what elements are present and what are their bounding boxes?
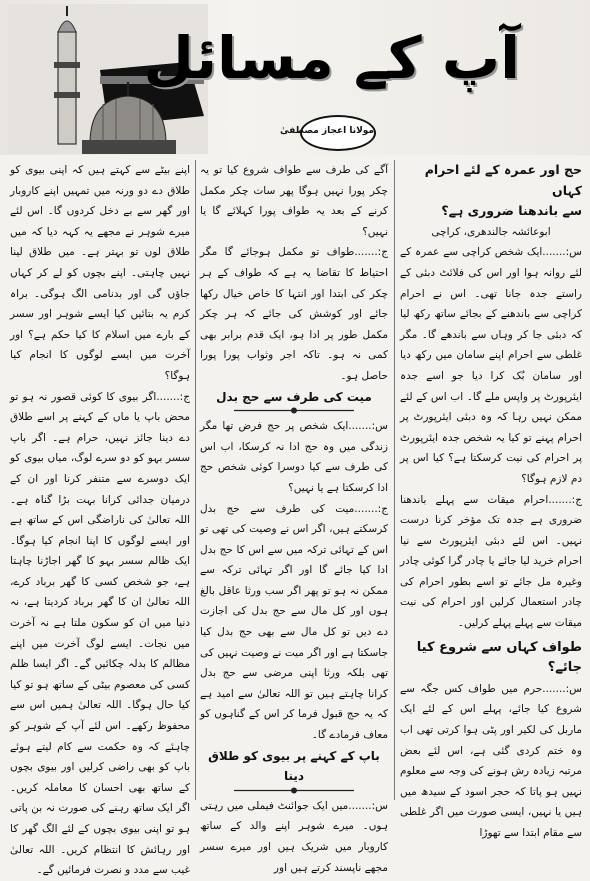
continued-text: اپنے بیٹے سے کہتے ہیں کہ اپنی بیوی کو طلاق دے دو ورنہ میں تمہیں اپنے کاروبار اور گھر سے بے دخل کردوں گا۔ اس لئے میرے شوہر نے مجھے یہ کہہ دیا کہ میں طلاق لوں تو بہتر ہے۔ میں طلاق لینا نہیں چاہتی۔ اپنے بچوں کو لے کر کہاں جاؤں گی اور بدنامی الگ ہوگی۔ براہ کرم یہ بتائیں کیا ایسے شوہر اور سسر کے بارے میں اسلام کا کیا حکم ہے؟ اور آخرت میں ایسے لوگوں کا انجام کیا ہوگا؟ <box>10 164 190 382</box>
question-heading-line2: سے باندھنا ضروری ہے؟ <box>441 203 582 219</box>
sender-name: ابوعائشہ جالندھری، کراچی <box>431 225 551 238</box>
question-text-2: س:.......حرم میں طواف کس جگہ سے شروع کیا جائے، پہلے اس کے لئے ایک ماربل کی لکیر اور پٹی ہوا کرتی تھی اب وہ ختم کردی گئی ہے، اس لئے بعض مرتبہ زیادہ رش ہونے کی وجہ سے معلوم نہیں ہو پاتا کہ حجر اسود کے سیدھ میں ہیں یا نہیں، ایسی صورت میں اگر غلطی سے مقام ابتدا سے تھوڑا <box>400 682 582 839</box>
masthead <box>0 0 590 155</box>
section-heading: طواف کہاں سے شروع کیا جائے؟ <box>416 639 582 676</box>
section-heading: باپ کے کہنے پر بیوی کو طلاق دینا <box>208 748 380 784</box>
question-text: س:.......میں ایک جوائنٹ فیملی میں رہتی ہوں۔ میرے شوہر اپنے والد کے ساتھ کاروبار میں شریک ہیں اور میرے سسر مجھے ناپسند کرتے ہیں اور <box>200 799 388 874</box>
right-column <box>400 160 582 839</box>
column-divider <box>195 160 196 800</box>
answer-text: ج:.......طواف تو مکمل ہوجائے گا مگر احتیاط کا تقاضا یہ ہے کہ طواف کے ہر چکر کی ابتدا اور انتہا کا خاص خیال رکھا جائے اور کوشش کی جائے کہ ہر چکر مکمل طور پر ادا ہو، ایک قدم برابر بھی کمی نہ ہو۔ تاکہ اجر وثواب پورا پورا حاصل ہو۔ <box>200 246 388 382</box>
middle-column <box>200 160 388 874</box>
answer-text: ج:.......احرام میقات سے پہلے باندھنا ضروری ہے جدہ تک مؤخر کرنا درست نہیں۔ اس لئے دبئی ایئرپورٹ سے نیا احرام خرید لیا جائے یا چادر گرا کوئی چادر وغیرہ مل جائے تو اسے بطور احرام کی چادر استعمال کرلیں اور احرام کی نیت میقات سے پہلے پہلے کرلیں۔ <box>400 493 582 630</box>
page-title: آپ کے مسائل <box>143 24 520 92</box>
answer-text: ج:.......اگر بیوی کا کوئی قصور نہ ہو تو محض باپ یا ماں کے کہنے پر اسے طلاق دے دینا جائز نہیں، حرام ہے۔ اگر باپ سسر بہو کو دو سرے لوگ، میاں بیوی کو ایک دوسرے سے متنفر کرنا اور ان کے درمیان جدائی کرانا بہت بڑا گناہ ہے۔ اللہ تعالیٰ کی ناراضگی اس کے ساتھ ہے اور ایسے لوگوں کا اپنا انجام کیا ہوگا۔ ایک ظالم سسر بہو کا گھر اجاڑنا چاہتا ہے، جو شخص کسی کا گھر برباد کرے، اللہ تعالیٰ ان کا گھر برباد کردیتا ہے، نہ دنیا میں ان کو سکون ملتا ہے نہ آخرت میں نجات۔ ایسے لوگ آخرت میں اپنے مظالم کا بدلہ چکائیں گے۔ اگر ایسا ظلم کسی کی معصوم بیٹی کے ساتھ ہو تو کیا کیا حال ہوگا۔ اللہ تعالیٰ ہمیں اس سے محفوظ رکھے۔ اس لئے آپ کے شوہر کو چاہئے کہ وہ حکمت سے کام لیتے ہوئے باپ کو بھی راضی کرلیں اور بیوی بچوں کے ساتھ بھی احسان کا معاملہ کریں۔ اگر ایک ساتھ رہنے کی صورت نہ بن پاتی ہو تو اپنی بیوی بچوں کے لئے الگ گھر کا اور رہائش کا انتظام کریں۔ اللہ تعالیٰ غیب سے مدد و نصرت فرمائیں گے۔ <box>10 390 190 877</box>
ornament-divider <box>234 407 354 414</box>
question-heading-line1: حج اور عمرہ کے لئے احرام کہاں <box>424 162 582 198</box>
question-text: س:.......ایک شخص پر حج فرض تھا مگر زندگی میں وہ حج ادا نہ کرسکا، اب اس کی طرف سے کیا دوسرا کوئی شخص حج ادا کرسکتا ہے یا نہیں؟ <box>200 420 388 494</box>
question-text: س:.......ایک شخص کراچی سے عمرہ کے لئے روانہ ہوا اور اس کی فلائٹ دبئی کے راستے جدہ جانا تھی۔ اس نے احرام کراچی سے باندھنے کے بجائے ساتھ رکھ لیا کہ دبئی جا کر وہاں سے باندھے گا۔ مگر غلطی سے احرام اپنے سامان میں رکھ دیا اور سامان بُک کرا دیا جو اسے جدہ ایئرپورٹ پر واپس ملے گا۔ اب اس کے لئے ممکن نہیں رہا کہ وہ دبئی ایئرپورٹ پر احرام پہنے تو کیا یہ شخص جدہ ایئرپورٹ پر احرام کی نیت کرسکتا ہے؟ کیا اس پر دم لازم ہوگا؟ <box>400 246 582 485</box>
left-column <box>10 160 190 877</box>
column-divider <box>394 160 395 800</box>
ornament-divider <box>234 787 354 794</box>
section-heading: میت کی طرف سے حج بدل <box>216 389 372 404</box>
continued-text: آگے کی طرف سے طواف شروع کیا تو یہ چکر پورا نہیں ہوگا پھر سات چکر مکمل کرنے کے بعد یہ طواف پورا کہلائے گا یا نہیں؟ <box>200 164 388 238</box>
author-badge: مولانا اعجاز مصطفیٰ <box>300 115 376 151</box>
answer-text: ج:.......میت کی طرف سے حج بدل کرسکتے ہیں، اگر اس نے وصیت کی تھی تو اس کے تہائی ترکہ میں سے اس کا حج بدل ادا کیا جائے گا اور اگر تہائی ترکہ سے ممکن نہ ہو تو پھر اگر سب ورثا عاقل بالغ ہوں اور کل مال سے حج بدل کی اجازت دے دیں تو کل مال سے بھی حج بدل کیا جاسکتا ہے اور اگر میت نے وصیت نہیں کی تھی بلکہ ورثا اپنی مرضی سے حج بدل کرانا چاہتے ہیں تو اللہ تعالیٰ سے امید ہے کہ یہ حج قبول فرما کر اس کے گناہوں کو معاف فرمادے گا۔ <box>200 502 388 742</box>
